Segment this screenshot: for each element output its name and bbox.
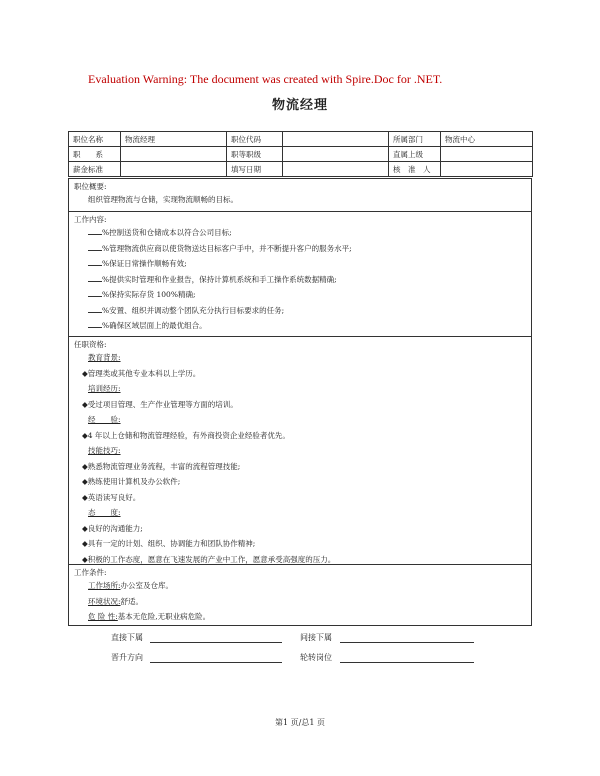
table-cell: 核 准 人 — [389, 162, 441, 177]
direct-subordinate-line[interactable] — [150, 641, 282, 643]
table-cell — [283, 147, 389, 162]
table-cell: 所属部门 — [389, 132, 441, 147]
table-row — [69, 162, 533, 177]
education-label: 教育背景: — [88, 353, 121, 362]
list-item: ◆英语读写良好。 — [82, 492, 141, 502]
list-item: ◆积极的工作态度，愿意在飞速发展的产业中工作，愿意承受高强度的压力。 — [82, 554, 336, 564]
list-item: %安置、组织并调动整个团队充分执行目标要求的任务; — [69, 303, 531, 319]
section-label: 工作条件: — [74, 568, 107, 577]
table-cell — [283, 162, 389, 177]
list-item: %保证日常操作顺畅有效; — [69, 256, 531, 272]
qualification-section — [68, 336, 532, 565]
table-cell — [441, 162, 533, 177]
promotion-label: 晋升方向 — [111, 653, 143, 662]
overview-text: 组织管理物流与仓储，实现物流顺畅的目标。 — [88, 195, 238, 204]
position-info-table — [68, 131, 533, 177]
indirect-subordinate-line[interactable] — [340, 641, 474, 643]
table-row — [69, 132, 533, 147]
table-cell: 职等职级 — [227, 147, 283, 162]
table-cell: 物流中心 — [441, 132, 533, 147]
environment: 环境状况:舒适。 — [88, 596, 144, 606]
list-item: %确保区域层面上的最优组合。 — [69, 318, 531, 334]
table-cell: 职 系 — [69, 147, 121, 162]
evaluation-warning: Evaluation Warning: The document was created with Spire.Doc for .NET. — [88, 72, 443, 86]
promotion-line[interactable] — [150, 661, 282, 663]
list-item: ◆良好的沟通能力; — [82, 523, 143, 533]
list-item: ◆具有一定的计划、组织、协调能力和团队协作精神; — [82, 539, 256, 548]
experience-label: 经 验: — [88, 415, 121, 424]
work-section — [68, 211, 532, 337]
indirect-subordinate-label: 间接下属 — [300, 633, 332, 642]
overview-section — [68, 178, 532, 212]
table-cell: 直属上级 — [389, 147, 441, 162]
section-label: 工作内容: — [74, 215, 107, 224]
list-item: %管理物流供应商以使货物送达目标客户手中，并不断提升客户的服务水平; — [69, 241, 531, 257]
page-title: 物流经理 — [271, 98, 328, 113]
table-cell: 职位代码 — [227, 132, 283, 147]
table-cell: 填写日期 — [227, 162, 283, 177]
table-cell: 物流经理 — [121, 132, 227, 147]
risk: 危 险 性:基本无危险,无职业病危险。 — [88, 612, 211, 621]
list-item: ◆熟悉物流管理业务流程，丰富的流程管理技能; — [82, 461, 241, 471]
direct-subordinate-label: 直接下属 — [111, 633, 143, 642]
list-item: %保持实际存货 100%精确; — [69, 287, 531, 303]
page-footer: 第1 页/总1 页 — [275, 718, 325, 727]
table-cell: 薪金标准 — [69, 162, 121, 177]
skills-label: 技能技巧: — [88, 446, 121, 455]
section-label: 任职资格: — [74, 340, 107, 349]
list-item: ◆4 年以上仓储和物流管理经验，有外商投资企业经验者优先。 — [82, 430, 290, 440]
table-cell: 职位名称 — [69, 132, 121, 147]
table-cell — [121, 162, 227, 177]
section-label: 职位概要: — [74, 182, 107, 191]
table-cell — [283, 132, 389, 147]
rotation-label: 轮转岗位 — [300, 653, 332, 662]
table-row — [69, 147, 533, 162]
rotation-line[interactable] — [340, 661, 474, 663]
table-cell — [121, 147, 227, 162]
list-item: ◆管理类或其他专业本科以上学历。 — [82, 368, 201, 378]
list-item: %提供实时管理和作业报告，保持计算机系统和手工操作系统数据精确; — [69, 272, 531, 288]
attitude-label: 态 度: — [88, 508, 121, 517]
list-item: ◆受过项目管理、生产作业管理等方面的培训。 — [82, 399, 238, 409]
table-cell — [441, 147, 533, 162]
work-place: 工作场所:办公室及仓库。 — [88, 581, 174, 590]
conditions-section — [68, 564, 532, 626]
list-item: ◆熟练使用计算机及办公软件; — [82, 477, 181, 486]
training-label: 培训经历: — [88, 384, 121, 393]
list-item: %控制送货和仓储成本以符合公司目标; — [69, 225, 531, 241]
